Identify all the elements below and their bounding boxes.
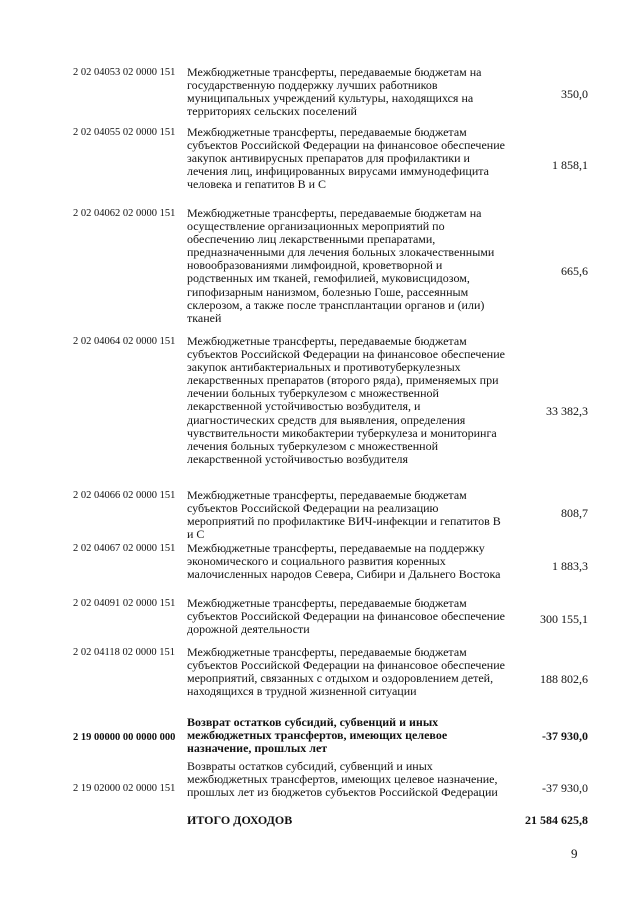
budget-code: 2 02 04055 02 0000 151 — [73, 127, 176, 138]
budget-code: 2 19 00000 00 0000 000 — [73, 732, 176, 743]
total-value: 21 584 625,8 — [525, 813, 588, 827]
row-description: Возврат остатков субсидий, субвенций и иных межбюджетных трансфертов, имеющих целевое назначение, прошлых лет — [187, 715, 448, 756]
row-description: Межбюджетные трансферты, передаваемые бюджетам субъектов Российской Федерации на финансовое обеспечение закупок антивирусных препаратов для профилактики и лечения лиц, инфицированных вирусами иммунодефицита человека и гепатитов В и С — [187, 125, 505, 192]
row-value: 188 802,6 — [540, 672, 588, 686]
budget-code: 2 02 04064 02 0000 151 — [73, 336, 176, 347]
row-value: 665,6 — [561, 264, 588, 278]
row-value: 808,7 — [561, 506, 588, 520]
budget-code: 2 02 04053 02 0000 151 — [73, 67, 176, 78]
row-value: 33 382,3 — [546, 404, 588, 418]
row-value: 1 883,3 — [552, 559, 588, 573]
budget-code: 2 02 04066 02 0000 151 — [73, 490, 176, 501]
row-description: Межбюджетные трансферты, передаваемые бюджетам субъектов Российской Федерации на финансовое обеспечение мероприятий, связанных с отдыхом и оздоровлением детей, находящихся в трудной жизненной ситуации — [187, 645, 505, 699]
budget-code: 2 02 04118 02 0000 151 — [73, 647, 175, 658]
page-number: 9 — [571, 846, 578, 861]
row-description: Межбюджетные трансферты, передаваемые бюджетам субъектов Российской Федерации на финансовое обеспечение закупок антибактериальных и противотуберкулезных лекарственных препаратов (второго ряда), применяемых при лечении больных туберкулезом с множественной лекарственной устойчивостью возбудителя, и диагностических средств для выявления, определения чувствительности микобактерии туберкулеза и мониторинга лечения больных туберкулезом с множественной лекарственной устойчивостью возбудителя — [187, 334, 505, 466]
row-description: Межбюджетные трансферты, передаваемые бюджетам на государственную поддержку лучших работников муниципальных учреждений культуры, находящихся на территориях сельских поселений — [187, 65, 482, 119]
row-description: Межбюджетные трансферты, передаваемые бюджетам субъектов Российской Федерации на финансовое обеспечение дорожной деятельности — [187, 596, 505, 637]
budget-code: 2 02 04062 02 0000 151 — [73, 208, 176, 219]
budget-code: 2 02 04091 02 0000 151 — [73, 598, 176, 609]
row-value: 300 155,1 — [540, 612, 588, 626]
row-description: Возвраты остатков субсидий, субвенций и иных межбюджетных трансфертов, имеющих целевое назначение, прошлых лет из бюджетов субъектов Российской Федерации — [187, 759, 498, 800]
row-description: Межбюджетные трансферты, передаваемые бюджетам субъектов Российской Федерации на реализацию мероприятий по профилактике ВИЧ-инфекции и гепатитов В и С — [187, 488, 501, 542]
row-description: Межбюджетные трансферты, передаваемые на поддержку экономического и социального развития коренных малочисленных народов Севера, Сибири и Дальнего Востока — [187, 541, 501, 582]
row-value: -37 930,0 — [542, 781, 588, 795]
row-value: 350,0 — [561, 87, 588, 101]
row-description: Межбюджетные трансферты, передаваемые бюджетам на осуществление организационных мероприятий по обеспечению лиц лекарственными препаратами, предназначенными для лечения больных злокачественными новообразованиями лимфоидной, кроветворной и родственных им тканей, гемофилией, муковисцидозом, гипофизарным нанизмом, болезнью Гоше, рассеянным склерозом, а также после трансплантации органов и (или) тканей — [187, 206, 495, 325]
row-value: -37 930,0 — [542, 729, 588, 743]
row-value: 1 858,1 — [552, 158, 588, 172]
budget-code: 2 19 02000 02 0000 151 — [73, 783, 176, 794]
total-label: ИТОГО ДОХОДОВ — [187, 813, 293, 827]
budget-code: 2 02 04067 02 0000 151 — [73, 543, 176, 554]
